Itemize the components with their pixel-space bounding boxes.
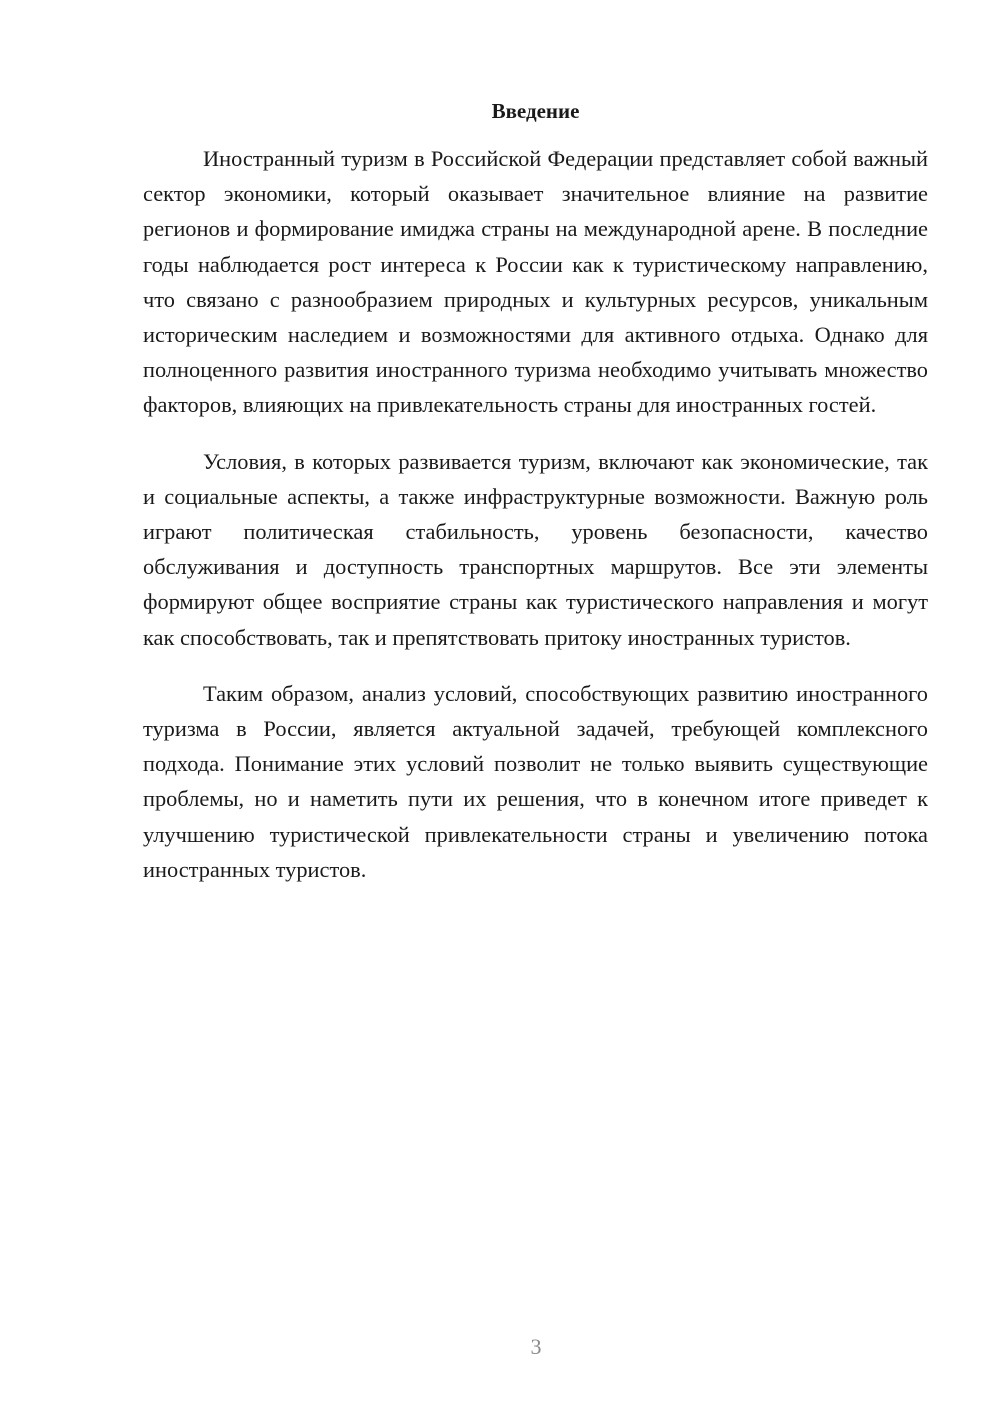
paragraph-introduction: Иностранный туризм в Российской Федерации представляет собой важный сектор экономики, который оказывает значительное влияние на развитие регионов и формирование имиджа страны на международной арене. В последние годы наблюдается рост интереса к России как к туристическому направлению, что связано с разнообразием природных и культурных ресурсов, уникальным историческим наследием и возможностями для активного отдыха. Однако для полноценного развития иностранного туризма необходимо учитывать множество факторов, влияющих на привлекательность страны для иностранных гостей. xyxy=(143,146,928,418)
body-text xyxy=(143,141,928,887)
paragraph-conclusion: Таким образом, анализ условий, способствующих развитию иностранного туризма в России, является актуальной задачей, требующей комплексного подхода. Понимание этих условий позволит не только выявить существующие проблемы, но и наметить пути их решения, что в конечном итоге приведет к улучшению туристической привлекательности страны и увеличению потока иностранных туристов. xyxy=(143,680,928,882)
page-title: Введение xyxy=(491,99,580,123)
page-number: 3 xyxy=(530,1334,542,1359)
paragraph-conditions: Условия, в которых развивается туризм, включают как экономические, так и социальные аспекты, а также инфраструктурные возможности. Важную роль играют политическая стабильность, уровень безопасности, качество обслуживания и доступность транспортных маршрутов. Все эти элементы формируют общее восприятие страны как туристического направления и могут как способствовать, так и препятствовать притоку иностранных туристов. xyxy=(143,448,928,650)
